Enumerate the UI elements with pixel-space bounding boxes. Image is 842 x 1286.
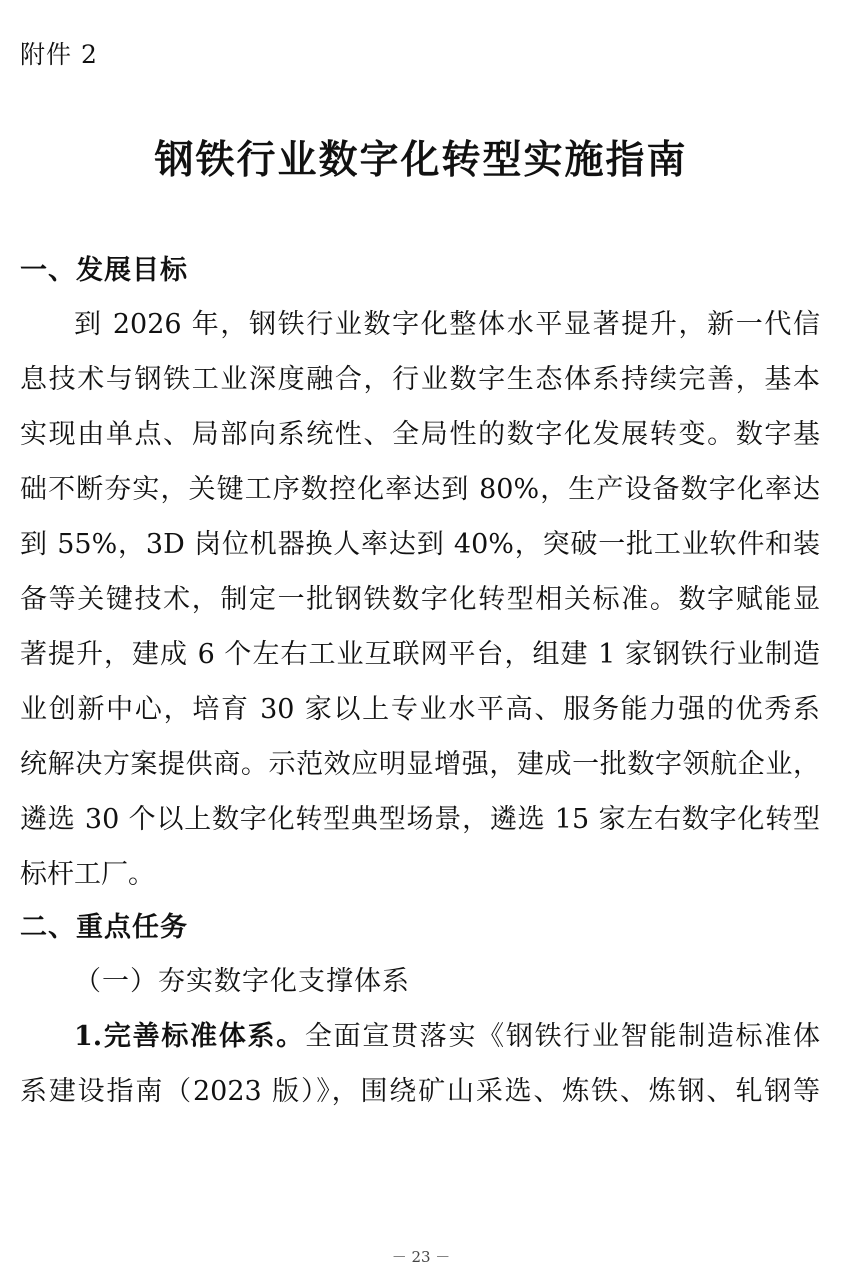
item-lead-title: 1.完善标准体系。 — [74, 1021, 305, 1052]
paragraph-line: 到 55%，3D 岗位机器换人率达到 40%，突破一批工业软件和装 — [20, 529, 820, 560]
paragraph-line: 实现由单点、局部向系统性、全局性的数字化发展转变。数字基 — [20, 419, 820, 450]
paragraph-line: 息技术与钢铁工业深度融合，行业数字生态体系持续完善，基本 — [20, 364, 820, 395]
paragraph-line: 著提升，建成 6 个左右工业互联网平台，组建 1 家钢铁行业制造 — [20, 639, 820, 670]
item-text: 全面宣贯落实《钢铁行业智能制造标准体 — [304, 1021, 821, 1052]
paragraph-line: 到 2026 年，钢铁行业数字化整体水平显著提升，新一代信 — [74, 309, 820, 340]
section-heading-development-goals: 一、发展目标 — [20, 255, 188, 286]
page-number: － 23 － — [391, 1248, 451, 1266]
item-line — [20, 1019, 820, 1055]
section-heading-key-tasks: 二、重点任务 — [20, 912, 188, 943]
document-title: 钢铁行业数字化转型实施指南 — [154, 137, 688, 183]
paragraph-line: 标杆工厂。 — [20, 859, 155, 890]
subsection-heading: （一）夯实数字化支撑体系 — [74, 966, 410, 997]
paragraph-line: 础不断夯实，关键工序数控化率达到 80%，生产设备数字化率达 — [20, 474, 820, 505]
paragraph-line: 备等关键技术，制定一批钢铁数字化转型相关标准。数字赋能显 — [20, 584, 820, 615]
attachment-label: 附件 2 — [20, 40, 98, 69]
paragraph-line: 业创新中心，培育 30 家以上专业水平高、服务能力强的优秀系 — [20, 694, 820, 725]
paragraph-line: 统解决方案提供商。示范效应明显增强，建成一批数字领航企业， — [20, 749, 820, 780]
paragraph-line: 遴选 30 个以上数字化转型典型场景，遴选 15 家左右数字化转型 — [20, 804, 820, 835]
paragraph-line: 系建设指南（2023 版）》，围绕矿山采选、炼铁、炼钢、轧钢等 — [20, 1076, 820, 1107]
